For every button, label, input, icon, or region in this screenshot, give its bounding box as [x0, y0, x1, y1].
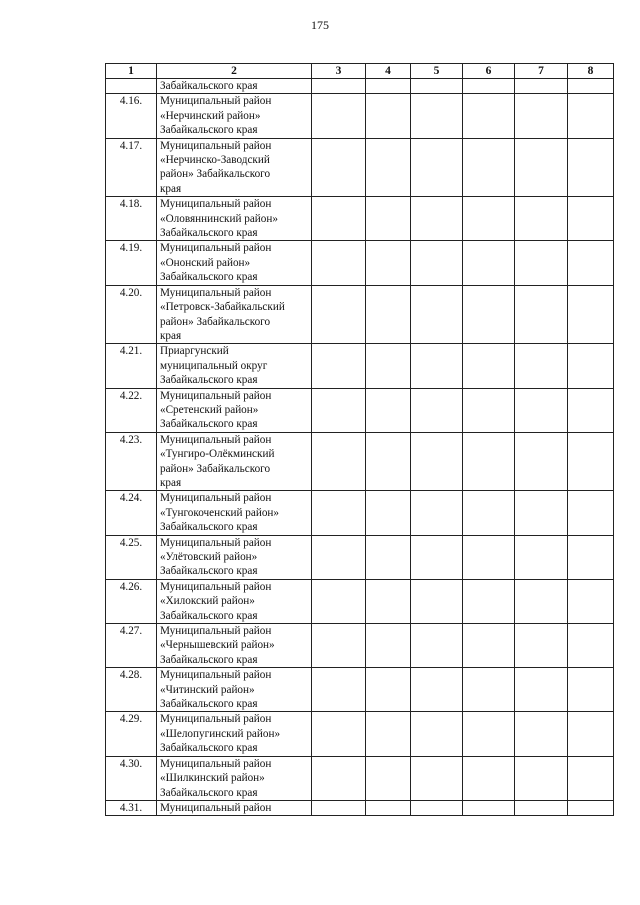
header-row: [106, 64, 614, 79]
value-cell-col-5: [411, 285, 463, 344]
table-body: [106, 79, 614, 816]
value-cell-col-8: [568, 491, 614, 535]
entity-name-line: Муниципальный район: [160, 669, 272, 682]
value-cell-col-8: [568, 579, 614, 623]
row-number: 4.26.: [106, 579, 157, 623]
entity-name-line: Забайкальского края: [160, 565, 258, 578]
value-cell-col-6: [463, 94, 515, 138]
row-number: 4.31.: [106, 800, 157, 815]
value-cell-col-7: [515, 94, 568, 138]
entity-name-line: Забайкальского края: [160, 418, 258, 431]
entity-name-line: Забайкальского края: [160, 521, 258, 534]
entity-name-line: Забайкальского края: [160, 742, 258, 755]
value-cell-col-4: [366, 94, 411, 138]
value-cell-col-8: [568, 712, 614, 756]
column-header: 2: [157, 64, 312, 79]
value-cell-col-8: [568, 388, 614, 432]
entity-name-line: район» Забайкальского: [160, 168, 271, 181]
entity-name-line: «Чернышевский район»: [160, 639, 275, 652]
value-cell-col-4: [366, 668, 411, 712]
entity-name-line: «Оловяннинский район»: [160, 212, 278, 225]
value-cell-col-3: [312, 344, 366, 388]
value-cell-col-6: [463, 344, 515, 388]
column-header: 6: [463, 64, 515, 79]
value-cell-col-4: [366, 241, 411, 285]
table-row: [106, 800, 614, 815]
value-cell-col-7: [515, 138, 568, 197]
table-row: [106, 79, 614, 94]
entity-name-line: Забайкальского края: [160, 653, 258, 666]
value-cell-col-8: [568, 535, 614, 579]
entity-name-line: «Улётовский район»: [160, 551, 258, 563]
value-cell-col-4: [366, 800, 411, 815]
value-cell-col-4: [366, 344, 411, 388]
table-row: [106, 535, 614, 579]
entity-name-cell: [157, 756, 312, 800]
entity-name-line: Муниципальный район: [160, 580, 272, 593]
row-number: 4.21.: [106, 344, 157, 388]
value-cell-col-3: [312, 197, 366, 241]
value-cell-col-7: [515, 535, 568, 579]
value-cell-col-5: [411, 535, 463, 579]
value-cell-col-6: [463, 756, 515, 800]
row-number: 4.22.: [106, 388, 157, 432]
value-cell-col-6: [463, 388, 515, 432]
entity-name-line: Муниципальный район: [160, 492, 272, 505]
entity-name-line: «Шилкинский район»: [160, 772, 265, 785]
entity-name-line: Муниципальный район: [160, 625, 272, 638]
column-header: 4: [366, 64, 411, 79]
entity-name-line: «Ононский район»: [160, 256, 251, 269]
table-row: [106, 344, 614, 388]
entity-name-line: Муниципальный район: [160, 95, 272, 108]
value-cell-col-7: [515, 197, 568, 241]
table-row: [106, 285, 614, 344]
value-cell-col-6: [463, 624, 515, 668]
entity-name-line: Муниципальный район: [160, 433, 272, 446]
value-cell-col-6: [463, 800, 515, 815]
entity-name-line: Забайкальского края: [160, 609, 258, 622]
value-cell-col-7: [515, 388, 568, 432]
value-cell-col-5: [411, 432, 463, 491]
value-cell-col-5: [411, 756, 463, 800]
row-number: 4.20.: [106, 285, 157, 344]
value-cell-col-5: [411, 197, 463, 241]
entity-name-line: «Нерчинско-Заводский: [160, 154, 270, 167]
entity-name-line: Муниципальный район: [160, 389, 272, 402]
entity-name-cell: [157, 800, 312, 815]
value-cell-col-7: [515, 800, 568, 815]
value-cell-col-3: [312, 491, 366, 535]
value-cell-col-3: [312, 535, 366, 579]
value-cell-col-4: [366, 285, 411, 344]
value-cell-col-3: [312, 579, 366, 623]
value-cell-col-6: [463, 432, 515, 491]
table-row: [106, 94, 614, 138]
value-cell-col-5: [411, 344, 463, 388]
row-number: 4.25.: [106, 535, 157, 579]
value-cell-col-6: [463, 712, 515, 756]
value-cell-col-3: [312, 241, 366, 285]
value-cell-col-4: [366, 432, 411, 491]
column-header: 3: [312, 64, 366, 79]
entity-name-line: Забайкальского края: [160, 227, 258, 240]
value-cell-col-8: [568, 800, 614, 815]
value-cell-col-5: [411, 491, 463, 535]
value-cell-col-8: [568, 94, 614, 138]
value-cell-col-4: [366, 79, 411, 94]
value-cell-col-5: [411, 800, 463, 815]
value-cell-col-5: [411, 624, 463, 668]
entity-name-line: Забайкальского края: [160, 698, 258, 711]
value-cell-col-5: [411, 94, 463, 138]
value-cell-col-6: [463, 668, 515, 712]
value-cell-col-7: [515, 432, 568, 491]
value-cell-col-8: [568, 344, 614, 388]
entity-name-line: район» Забайкальского: [160, 462, 271, 475]
row-number: 4.30.: [106, 756, 157, 800]
data-table: [105, 63, 614, 816]
table-row: [106, 241, 614, 285]
value-cell-col-4: [366, 624, 411, 668]
value-cell-col-3: [312, 432, 366, 491]
value-cell-col-3: [312, 138, 366, 197]
value-cell-col-7: [515, 712, 568, 756]
value-cell-col-7: [515, 241, 568, 285]
entity-name-line: район» Забайкальского: [160, 315, 271, 328]
value-cell-col-7: [515, 344, 568, 388]
value-cell-col-7: [515, 579, 568, 623]
row-number: 4.17.: [106, 138, 157, 197]
value-cell-col-3: [312, 624, 366, 668]
value-cell-col-8: [568, 668, 614, 712]
value-cell-col-4: [366, 491, 411, 535]
value-cell-col-4: [366, 756, 411, 800]
row-number: 4.28.: [106, 668, 157, 712]
value-cell-col-6: [463, 491, 515, 535]
value-cell-col-8: [568, 197, 614, 241]
table-row: [106, 432, 614, 491]
value-cell-col-3: [312, 756, 366, 800]
value-cell-col-6: [463, 579, 515, 623]
column-header: 8: [568, 64, 614, 79]
value-cell-col-7: [515, 491, 568, 535]
table-row: [106, 668, 614, 712]
entity-name-line: Забайкальского края: [160, 374, 258, 387]
entity-name-line: муниципальный округ: [160, 359, 268, 372]
value-cell-col-4: [366, 712, 411, 756]
value-cell-col-5: [411, 241, 463, 285]
entity-name-line: Приаргунский: [160, 345, 229, 358]
row-number: 4.18.: [106, 197, 157, 241]
value-cell-col-3: [312, 668, 366, 712]
value-cell-col-3: [312, 94, 366, 138]
value-cell-col-4: [366, 138, 411, 197]
value-cell-col-6: [463, 285, 515, 344]
value-cell-col-8: [568, 138, 614, 197]
entity-name-cell: [157, 535, 312, 579]
entity-name-line: «Тунгокоченский район»: [160, 506, 279, 519]
row-number: 4.19.: [106, 241, 157, 285]
entity-name-line: Муниципальный район: [160, 139, 272, 152]
entity-name-cell: [157, 285, 312, 344]
value-cell-col-8: [568, 241, 614, 285]
value-cell-col-5: [411, 668, 463, 712]
entity-name-cell: [157, 579, 312, 623]
entity-name-line: Забайкальского края: [160, 271, 258, 284]
value-cell-col-5: [411, 712, 463, 756]
value-cell-col-8: [568, 285, 614, 344]
entity-name-line: «Тунгиро-Олёкминский: [160, 448, 275, 461]
value-cell-col-5: [411, 388, 463, 432]
entity-name-cell: [157, 138, 312, 197]
value-cell-col-3: [312, 388, 366, 432]
entity-name-line: «Нерчинский район»: [160, 109, 261, 122]
value-cell-col-7: [515, 668, 568, 712]
table-row: [106, 579, 614, 623]
entity-name-cell: [157, 491, 312, 535]
table-row: [106, 197, 614, 241]
entity-name-line: Муниципальный район: [160, 286, 272, 299]
entity-name-line: «Сретенский район»: [160, 403, 259, 416]
entity-name-cell: [157, 432, 312, 491]
value-cell-col-5: [411, 579, 463, 623]
value-cell-col-7: [515, 79, 568, 94]
row-number: 4.29.: [106, 712, 157, 756]
value-cell-col-3: [312, 285, 366, 344]
entity-name-cell: [157, 241, 312, 285]
value-cell-col-7: [515, 624, 568, 668]
entity-name-line: Муниципальный район: [160, 242, 272, 255]
value-cell-col-4: [366, 197, 411, 241]
page-number: 175: [311, 18, 329, 32]
value-cell-col-8: [568, 756, 614, 800]
entity-name-cell: [157, 712, 312, 756]
entity-name-line: края: [160, 329, 182, 342]
entity-name-line: «Хилокский район»: [160, 595, 255, 608]
table-row: [106, 712, 614, 756]
row-number: 4.23.: [106, 432, 157, 491]
value-cell-col-4: [366, 579, 411, 623]
entity-name-cell: [157, 668, 312, 712]
table-row: [106, 491, 614, 535]
value-cell-col-8: [568, 624, 614, 668]
table-row: [106, 138, 614, 197]
row-number: 4.24.: [106, 491, 157, 535]
entity-name-line: Забайкальского края: [160, 80, 258, 92]
table-row: [106, 388, 614, 432]
value-cell-col-4: [366, 388, 411, 432]
value-cell-col-6: [463, 241, 515, 285]
entity-name-line: Муниципальный район: [160, 536, 272, 549]
row-number: 4.16.: [106, 94, 157, 138]
entity-name-cell: [157, 388, 312, 432]
entity-name-line: края: [160, 182, 182, 195]
column-header: 7: [515, 64, 568, 79]
value-cell-col-6: [463, 138, 515, 197]
entity-name-cell: [157, 79, 312, 94]
entity-name-line: Муниципальный район: [160, 801, 272, 814]
entity-name-line: Муниципальный район: [160, 757, 272, 770]
value-cell-col-5: [411, 79, 463, 94]
table-row: [106, 624, 614, 668]
value-cell-col-7: [515, 756, 568, 800]
value-cell-col-3: [312, 800, 366, 815]
value-cell-col-4: [366, 535, 411, 579]
entity-name-line: «Шелопугинский район»: [160, 727, 281, 740]
row-number: [106, 79, 157, 94]
entity-name-cell: [157, 94, 312, 138]
value-cell-col-3: [312, 712, 366, 756]
value-cell-col-8: [568, 79, 614, 94]
entity-name-line: «Петровск-Забайкальский: [160, 301, 285, 314]
value-cell-col-8: [568, 432, 614, 491]
entity-name-cell: [157, 624, 312, 668]
entity-name-line: края: [160, 476, 182, 489]
row-number: 4.27.: [106, 624, 157, 668]
entity-name-line: «Читинский район»: [160, 683, 255, 696]
entity-name-cell: [157, 344, 312, 388]
entity-name-line: Муниципальный район: [160, 713, 272, 726]
value-cell-col-6: [463, 535, 515, 579]
value-cell-col-6: [463, 79, 515, 94]
entity-name-line: Муниципальный район: [160, 198, 272, 211]
value-cell-col-3: [312, 79, 366, 94]
entity-name-cell: [157, 197, 312, 241]
value-cell-col-7: [515, 285, 568, 344]
column-header: 5: [411, 64, 463, 79]
value-cell-col-6: [463, 197, 515, 241]
entity-name-line: Забайкальского края: [160, 786, 258, 799]
column-header: 1: [106, 64, 157, 79]
table-row: [106, 756, 614, 800]
value-cell-col-5: [411, 138, 463, 197]
entity-name-line: Забайкальского края: [160, 124, 258, 137]
